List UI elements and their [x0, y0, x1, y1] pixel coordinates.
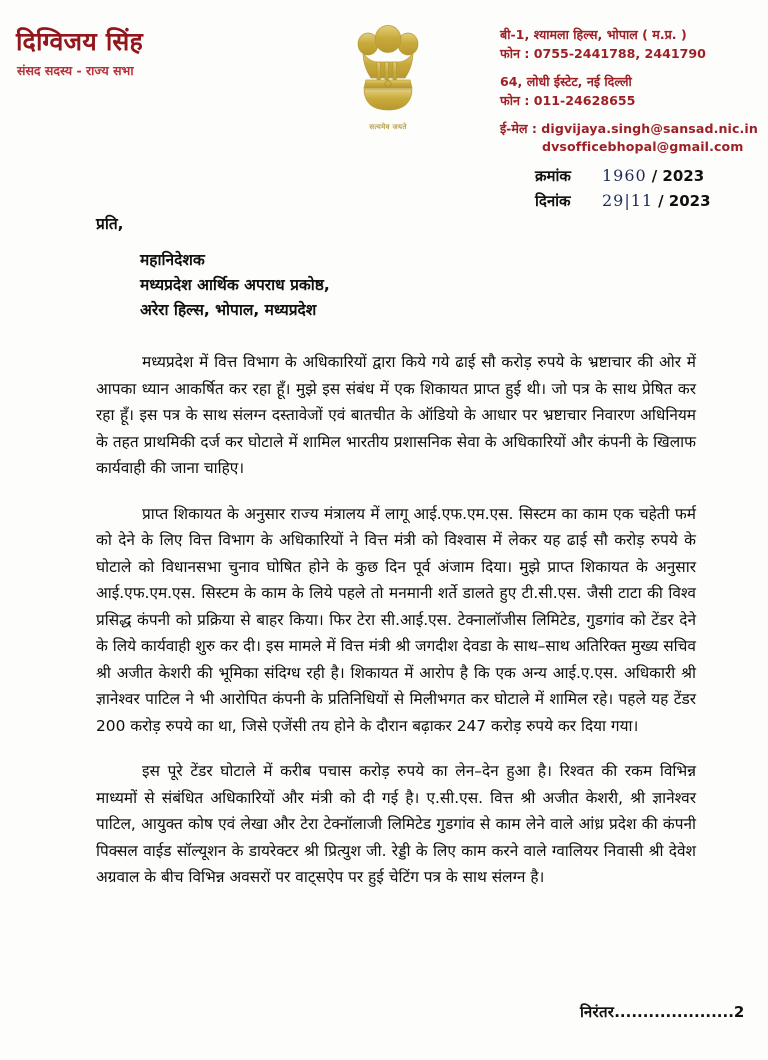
next-page-number: 2 [733, 1003, 745, 1021]
ashoka-emblem [345, 22, 431, 142]
paragraph-1: मध्यप्रदेश में वित्त विभाग के अधिकारियों द्वारा किये गये ढाई सौ करोड़ रुपये के भ्रष्टाचार की ओर में आपका ध्यान आकर्षित कर रहा हूँ। मुझे इस संबंध में एक शिकायत प्राप्त हुई थी। जो पत्र के साथ प्रेषित कर रहा हूँ। इस पत्र के साथ संलग्न दस्तावेजों एवं बातचीत के ऑडियो के आधार पर भ्रष्टाचार निवारण अधिनियम के तहत प्राथमिकी दर्ज कर घोटाले में शामिल भारतीय प्रशासनिक सेवा के अधिकारियों और कंपनी के खिलाफ कार्यवाही की जाना चाहिए। [96, 353, 696, 478]
addressee-block [140, 248, 696, 323]
contact-address-block [500, 26, 762, 157]
delhi-phone: फोन : 011-24628655 [500, 92, 636, 108]
paragraph-2: प्राप्त शिकायत के अनुसार राज्य मंत्रालय में लागू आई.एफ.एम.एस. सिस्टम का काम एक चहेती फर्म को देने के लिए वित्त विभाग के अधिकारियों ने वित्त मंत्री को विश्वास में लेकर यह ढाई सौ करोड़ रुपये के घोटाले को विधानसभा चुनाव घोषित होने के कुछ दिन पूर्व अंजाम दिया। मुझे प्राप्त शिकायत के अनुसार आई.एफ.एम.एस. सिस्टम के काम के लिये पहले तो मनमानी शर्ते डालते हुए टी.सी.एस. जैसी टाटा की विश्व प्रसिद्ध कंपनी को प्रक्रिया से बाहर किया। फिर टेरा सी.आई.एस. टेक्नालॉजीस लिमिटेड, गुडगांव को टेंडर देने के लिये कार्यवाही शुरु कर दी। इस मामले में वित्त मंत्री श्री जगदीश देवडा के साथ–साथ अतिरिक्त मुख्य सचिव श्री अजीत केशरी की भूमिका संदिग्ध रही है। शिकायत में आरोप है कि एक अन्य आई.ए.एस. अधिकारी श्री ज्ञानेश्वर पाटिल ने भी आरोपित कंपनी के प्रतिनिधियों से मिलीभगत कर घोटाले में शामिल रहे। पहले यह टेंडर 200 करोड़ रुपये का था, जिसे एजेंसी तय होने के दौरान बढ़ाकर 247 करोड़ रुपये कर दिया गया। [96, 504, 696, 735]
emblem-motto: सत्यमेव जयते [369, 123, 407, 131]
letterhead-header [0, 0, 768, 165]
letterhead-subtitle: संसद सदस्य - राज्य सभा [17, 63, 134, 78]
delhi-address: 64, लोधी ईस्टेट, नई दिल्ली [500, 73, 632, 89]
serial-year: / 2023 [651, 167, 705, 185]
ashoka-lion-capital-icon [349, 22, 427, 122]
bhopal-phone: फोन : 0755-2441788, 2441790 [500, 45, 706, 61]
letterhead-name: दिग्विजय सिंह [16, 27, 143, 56]
serial-label: क्रमांक [535, 167, 571, 185]
date-year: / 2023 [658, 192, 711, 210]
addressee-line-3: अरेरा हिल्स, भोपाल, मध्यप्रदेश [140, 301, 317, 320]
email-secondary: dvsofficebhopal@gmail.com [542, 139, 744, 155]
date-label: दिनांक [535, 192, 571, 210]
salutation: प्रति, [96, 215, 124, 233]
serial-number-row [535, 166, 750, 186]
continuation-label: निरंतर [580, 1003, 615, 1021]
date-row [535, 191, 750, 211]
email-label: ई-मेल : [500, 120, 537, 136]
date-value: 29|11 [602, 191, 654, 210]
addressee-line-2: मध्यप्रदेश आर्थिक अपराध प्रकोष्ठ, [140, 276, 330, 295]
reference-date-block [535, 166, 750, 216]
addressee-line-1: महानिदेशक [140, 251, 205, 269]
email-primary: digvijaya.singh@sansad.nic.in [541, 120, 758, 136]
serial-value: 1960 [602, 166, 647, 185]
email-line-1 [500, 120, 762, 139]
paragraph-3: इस पूरे टेंडर घोटाले में करीब पचास करोड़ रुपये का लेन–देन हुआ है। रिश्वत की रकम विभिन्न माध्यमों से संबंधित अधिकारियों और मंत्री को दी गई है। ए.सी.एस. वित्त श्री अजीत केशरी, श्री ज्ञानेश्वर पाटिल, आयुक्त कोष एवं लेखा और टेरा टेक्नॉलाजी लिमिटेड गुडगांव से काम लेने वाले आंध्र प्रदेश की कंपनी पिक्सल वाईड सॉल्यूशन के डायरेक्टर श्री प्रित्युश जी. रेड्डी के लिए काम करने वाले ग्वालियर निवासी श्री देवेश अग्रवाल के बीच विभिन्न अवसरों पर वाट्सऐप पर हुई चेटिंग पत्र के साथ संलग्न है। [96, 762, 696, 887]
letter-body [96, 212, 696, 910]
continuation-marker [580, 1002, 745, 1022]
bhopal-address: बी-1, श्यामला हिल्स, भोपाल ( म.प्र. ) [500, 27, 687, 42]
continuation-dots: ..................... [614, 1003, 734, 1021]
